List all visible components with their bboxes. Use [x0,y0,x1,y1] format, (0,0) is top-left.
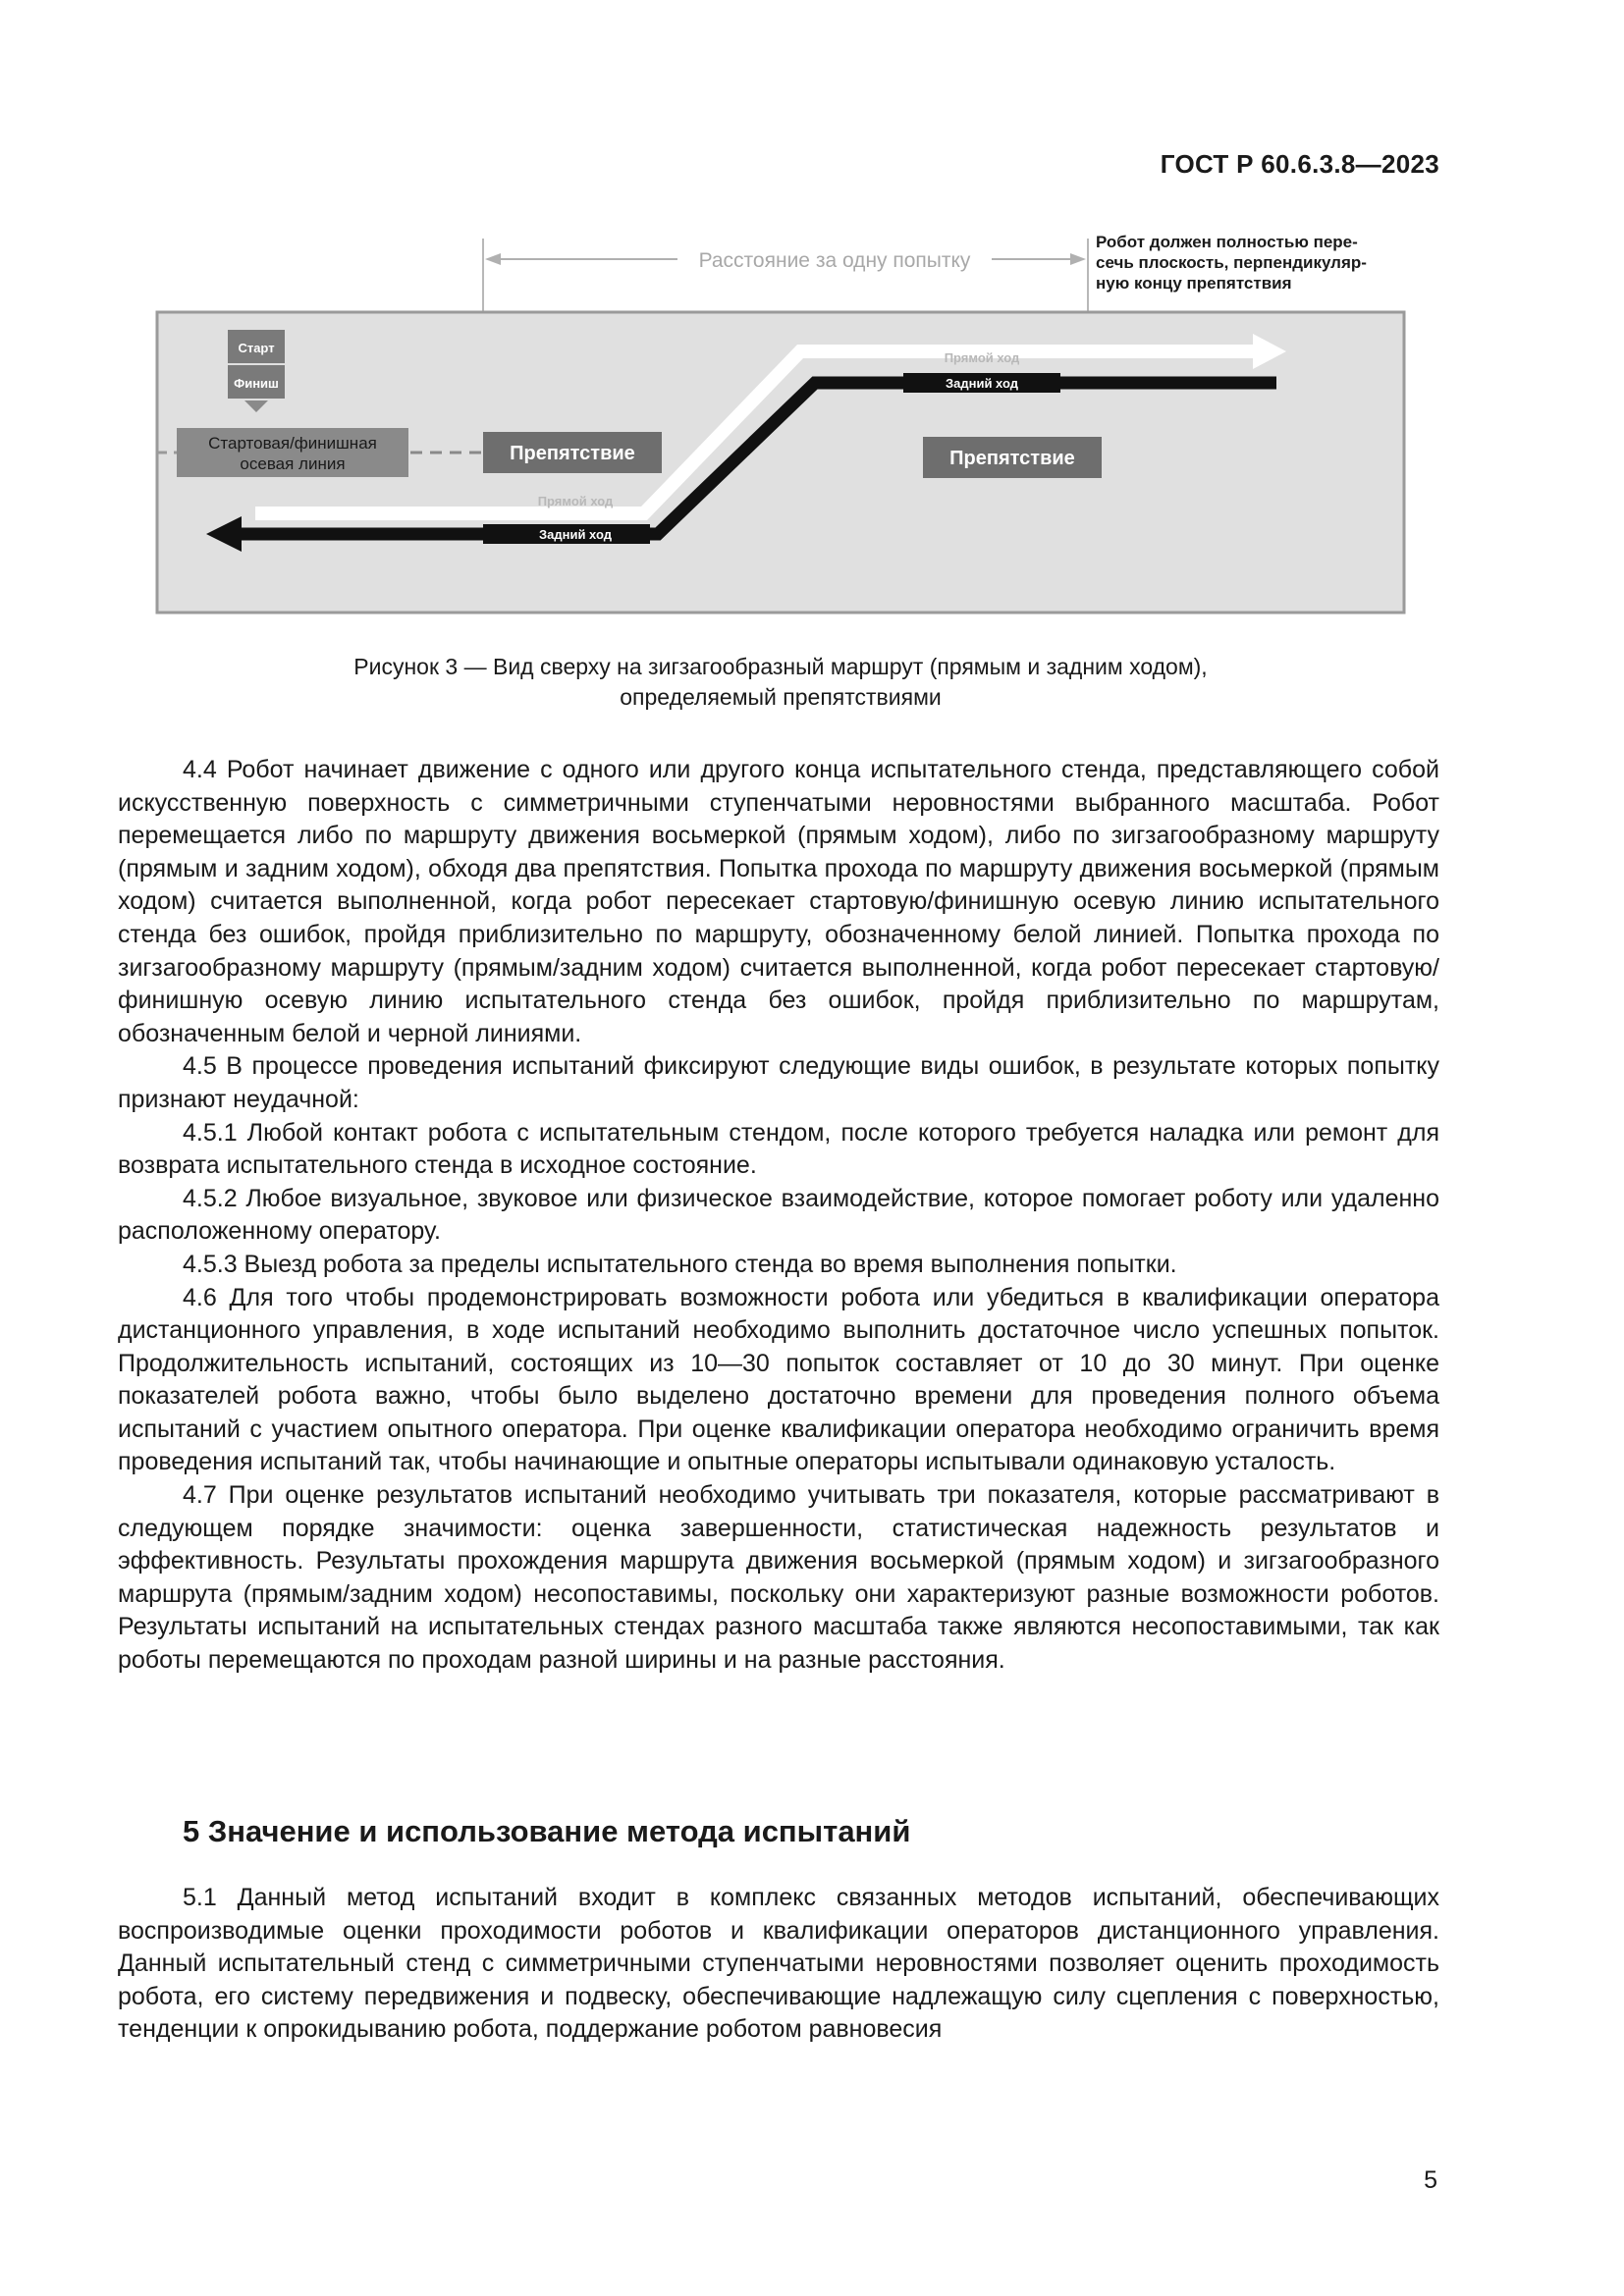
paragraph-4-7: 4.7 При оценке результатов испытаний необходимо учитывать три показателя, которые рассматривают в следующем порядке значимости: оценка завершенности, статистическая надежность результатов и эффективность. Результаты прохождения маршрута движения восьмеркой (прямым ходом) и зигзагообразного маршрута (прямым/задним ходом) несопоставимы, поскольку они характеризуют разные возможности роботов. Результаты испытаний на испытательных стендах разного масштаба также являются несопоставимыми, так как роботы перемещаются по проходам разной ширины и на разные расстояния. [118,1481,1439,1675]
axis-line-label-2: осевая линия [240,454,346,473]
caption-line-1: Рисунок 3 — Вид сверху на зигзагообразный маршрут (прямым и задним ходом), [353,654,1208,679]
paragraph-4-5-1: 4.5.1 Любой контакт робота с испытательным стендом, после которого требуется наладка или ремонт для возврата испытательного стенда в исходное состояние. [118,1118,1439,1180]
caption-line-2: определяемый препятствиями [620,684,942,710]
reverse-label-right: Задний ход [945,376,1019,391]
paragraph-4-6: 4.6 Для того чтобы продемонстрировать возможности робота или убедиться в квалификации оператора дистанционного управления, в ходе испытаний необходимо выполнить достаточное число успешных попыток. Продолжительность испытаний, состоящих из 10—30 попыток составляет от 10 до 30 минут. При оценке показателей робота важно, чтобы было выделено достаточно времени для проведения полного объема испытаний с участием опытного оператора. При оценке квалификации оператора необходимо ограничить время проведения испытаний так, чтобы начинающие и опытные операторы испытывали одинаковую усталость. [118,1283,1439,1476]
note-line-3: ную концу препятствия [1096,274,1292,293]
body-text [118,754,1439,1678]
page-number: 5 [1424,2166,1437,2194]
distance-arrowhead-left [485,253,501,265]
paragraph-4-5-3: 4.5.3 Выезд робота за пределы испытательного стенда во время выполнения попытки. [183,1250,1177,1278]
section-heading: 5 Значение и использование метода испытаний [183,1814,911,1848]
paragraph-5-1: 5.1 Данный метод испытаний входит в комплекс связанных методов испытаний, обеспечивающих воспроизводимые оценки проходимости роботов и квалификации операторов дистанционного управления. Данный испытательный стенд с симметричными ступенчатыми неровностями позволяет оценить проходимость робота, его систему передвижения и подвеску, обеспечивающие надлежащую силу сцепления с поверхностью, тенденции к опрокидыванию робота, поддержание роботом равновесия [118,1884,1439,2044]
document-code: ГОСТ Р 60.6.3.8—2023 [1160,149,1439,179]
paragraph-4-5: 4.5 В процессе проведения испытаний фиксируют следующие виды ошибок, в результате которых попытку признают неудачной: [118,1052,1439,1113]
obstacle-left-label: Препятствие [510,443,635,464]
figure-caption [157,652,1404,713]
finish-label: Финиш [234,376,279,391]
distance-label: Расстояние за одну попытку [698,249,971,272]
paragraph-4-5-2: 4.5.2 Любое визуальное, звуковое или физическое взаимодействие, которое помогает роботу или удаленно расположенному оператору. [118,1184,1439,1246]
zigzag-route-figure [147,226,1414,618]
reverse-label-left: Задний ход [538,527,613,542]
note-line-2: сечь плоскость, перпендикуляр- [1096,253,1367,272]
paragraph-4-4: 4.4 Робот начинает движение с одного или другого конца испытательного стенда, представляющего собой искусственную поверхность с симметричными ступенчатыми неровностями выбранного масштаба. Робот перемещается либо по маршруту движения восьмеркой (прямым ходом), либо по зигзагообразному маршруту (прямым и задним ходом), обходя два препятствия. Попытка прохода по маршруту движения восьмеркой (прямым ходом) считается выполненной, когда робот пересекает стартовую/финишную осевую линию испытательного стенда без ошибок, пройдя приблизительно по маршруту, обозначенному белой линией. Попытка прохода по зигзагообразному маршруту (прямым/задним ходом) считается выполненной, когда робот пересекает стартовую/финишную осевую линию испытательного стенда без ошибок, пройдя приблизительно по маршрутам, обозначенным белой и черной линиями. [118,756,1439,1047]
section-body-text [118,1882,1439,2047]
obstacle-right-label: Препятствие [949,448,1075,469]
forward-label-left: Прямой ход [537,494,614,508]
forward-label-right: Прямой ход [944,350,1020,365]
distance-arrowhead-right [1070,253,1086,265]
axis-line-label-1: Стартовая/финишная [208,434,377,453]
note-line-1: Робот должен полностью пере- [1096,233,1358,251]
start-label: Старт [238,341,275,355]
